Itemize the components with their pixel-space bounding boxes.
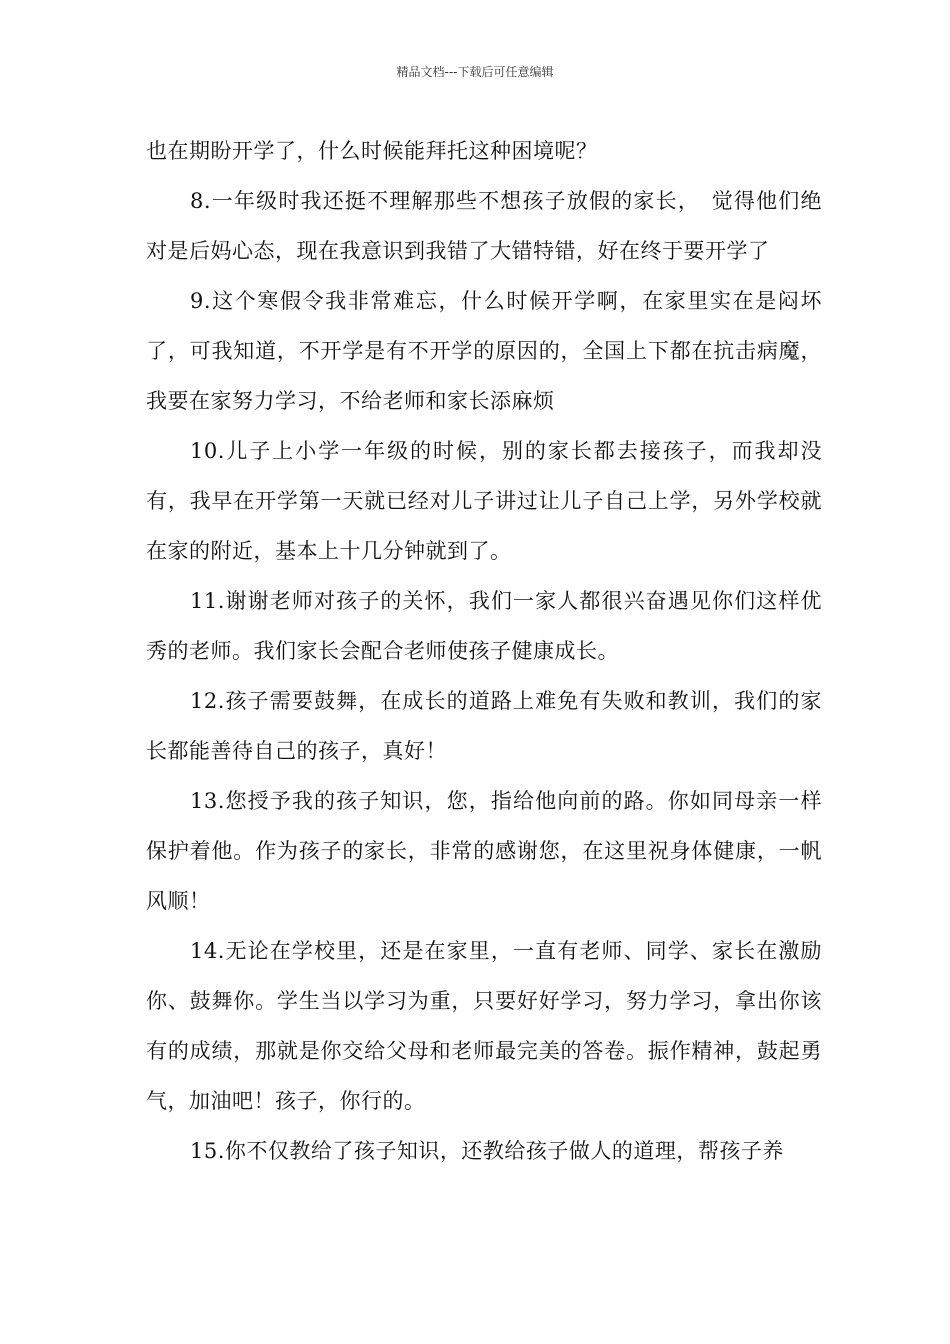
paragraph-8: 8.一年级时我还挺不理解那些不想孩子放假的家长， 觉得他们绝对是后妈心态，现在我意识到我错了大错特错，好在终于要开学了 <box>146 189 822 263</box>
document-body <box>146 126 822 1176</box>
paragraph-13: 13.您授予我的孩子知识，您，指给他向前的路。你如同母亲一样保护着他。作为孩子的家长，非常的感谢您，在这里祝身体健康，一帆风顺！ <box>146 789 822 913</box>
paragraph-14: 14.无论在学校里，还是在家里，一直有老师、同学、家长在激励你、鼓舞你。学生当以学习为重，只要好好学习，努力学习，拿出你该有的成绩，那就是你交给父母和老师最完美的答卷。振作精神，鼓起勇气，加油吧！孩子，你行的。 <box>146 939 822 1113</box>
paragraph-11: 11.谢谢老师对孩子的关怀，我们一家人都很兴奋遇见你们这样优秀的老师。我们家长会配合老师使孩子健康成长。 <box>146 589 822 663</box>
paragraph-10: 10.儿子上小学一年级的时候，别的家长都去接孩子，而我却没有，我早在开学第一天就已经对儿子讲过让儿子自己上学，另外学校就在家的附近，基本上十几分钟就到了。 <box>146 439 822 563</box>
paragraph-continuation: 也在期盼开学了，什么时候能拜托这种困境呢？ <box>146 139 598 163</box>
paragraph-15: 15.你不仅教给了孩子知识，还教给孩子做人的道理，帮孩子养 <box>190 1139 784 1163</box>
page-header: 精品文档---下载后可任意编辑 <box>396 65 554 79</box>
paragraph-12: 12.孩子需要鼓舞，在成长的道路上难免有失败和教训，我们的家长都能善待自己的孩子，真好！ <box>146 689 822 763</box>
paragraph-9: 9.这个寒假令我非常难忘，什么时候开学啊，在家里实在是闷坏了，可我知道，不开学是有不开学的原因的，全国上下都在抗击病魔，我要在家努力学习，不给老师和家长添麻烦 <box>146 289 822 413</box>
